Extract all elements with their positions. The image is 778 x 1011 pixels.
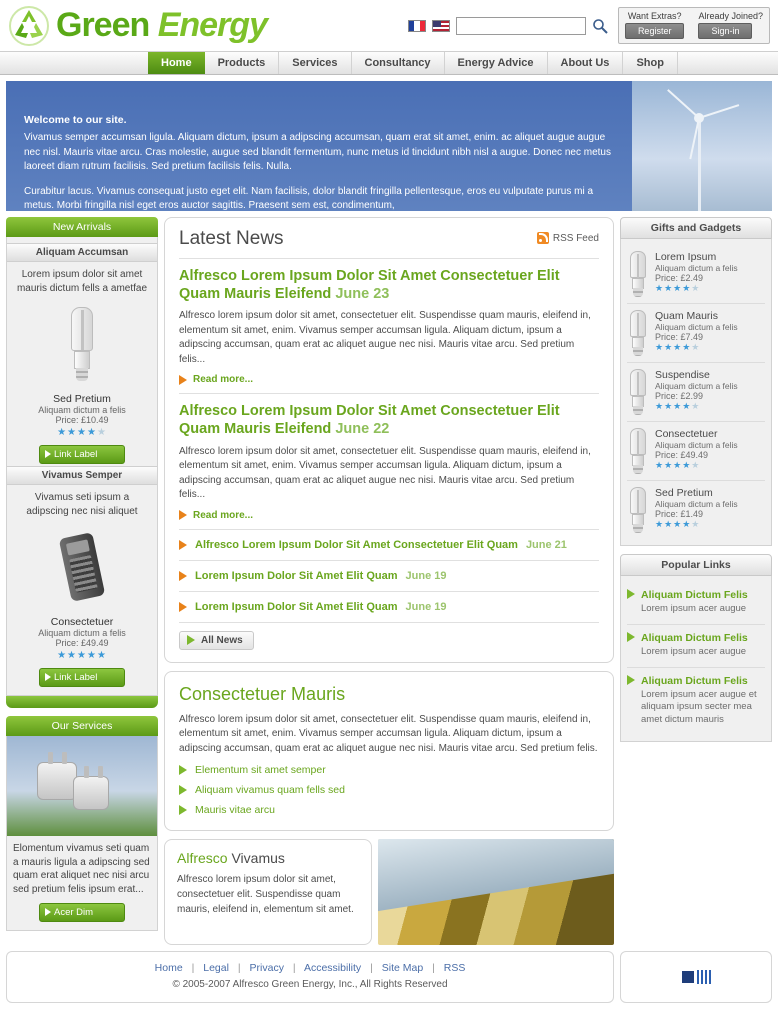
divider [179, 258, 599, 259]
main-navigation [0, 52, 778, 75]
article-date-2: June 22 [335, 421, 390, 438]
article-date-1: June 23 [335, 286, 390, 303]
footer-link-legal[interactable]: Legal [203, 962, 229, 974]
arrow-right-icon [179, 510, 187, 520]
product-price-2: Price: £49.49 [55, 638, 109, 648]
product-image-1 [13, 301, 151, 387]
popular-links-body [620, 576, 772, 742]
popular-links-panel [620, 554, 772, 742]
product-desc-1: Lorem ipsum dolor sit amet mauris dictum fells a ametfae [16, 269, 148, 294]
gift-name-4: Consectetuer [655, 428, 718, 440]
gift-rating-3: ★★★★★ [655, 401, 701, 411]
gift-rating-5: ★★★★★ [655, 519, 701, 529]
remote-control-icon [59, 532, 106, 602]
read-more-link-2[interactable] [179, 510, 599, 521]
product-rating-1: ★★★★★ [57, 427, 107, 438]
latest-news-panel [164, 217, 614, 663]
footer-link-rss[interactable]: RSS [443, 962, 466, 974]
compact-bulb-icon [627, 251, 649, 297]
footer-links [7, 962, 613, 974]
product-heading-2: Vivamus Semper [7, 466, 157, 485]
article-title-text-1: Alfresco Lorem Ipsum Dolor Sit Amet Consectetuer Elit Quam Mauris Eleifend [179, 268, 560, 303]
news-article [179, 267, 599, 385]
list-item[interactable] [627, 245, 765, 304]
read-more-label-1: Read more... [193, 374, 254, 386]
divider: | [237, 962, 241, 974]
popular-link-title-3: Aliquam Dictum Felis [641, 674, 748, 687]
news-link-item[interactable] [179, 570, 599, 582]
nav-item-services[interactable]: Services [279, 52, 351, 74]
gift-price-4: Price: £49.49 [655, 450, 709, 460]
arrow-right-icon [187, 635, 195, 645]
gift-sub-4: Aliquam dictum a felis [655, 440, 738, 450]
bottom-feature-row [164, 839, 614, 945]
arrow-right-icon [179, 602, 187, 612]
divider [179, 622, 599, 623]
list-item[interactable] [627, 363, 765, 422]
article-body-2: Alfresco lorem ipsum dolor sit amet, consectetuer elit. Suspendisse quam mauris, eleifend in, elementum sit amet, enim. Vivamus semper accumsan ligula. Aliquam dictum, ipsum a adipscing accumsan, quam erat ac aliquet augue nec nisi. Mauris vitae arcu. Sed pretium felis... [179, 445, 591, 500]
site-footer [0, 951, 778, 1011]
gift-rating-2: ★★★★★ [655, 342, 701, 352]
product-desc-2: Vivamus seti ipsum a adipscing nec nisi aliquet [26, 492, 138, 517]
compact-bulb-icon [627, 310, 649, 356]
product-image-2 [13, 524, 151, 610]
product-sub-2: Aliquam dictum a felis [38, 628, 126, 638]
footer-main [6, 951, 614, 1003]
product-name-1: Sed Pretium [53, 393, 111, 405]
popular-link-desc-1: Lorem ipsum acer augue [641, 603, 747, 614]
footer-link-privacy[interactable]: Privacy [249, 962, 284, 974]
latest-news-header [179, 228, 599, 250]
product-link-button-2[interactable] [39, 668, 125, 687]
consectetuer-body: Alfresco lorem ipsum dolor sit amet, consectetuer elit. Suspendisse quam mauris, eleifend in, elementum sit amet, enim. Vivamus semper accumsan ligula. Aliquam dictum, ipsum a adipscing accumsan, quam erat ac aliquet augue nec nisi. Mauris vitae arcu. Sed pretium felis. [179, 713, 598, 754]
news-link-date-2: June 19 [405, 569, 447, 582]
gift-price-5: Price: £1.49 [655, 509, 704, 519]
nav-item-about-us[interactable]: About Us [548, 52, 624, 74]
energy-saver-bulb-icon [67, 307, 97, 381]
nav-item-home[interactable]: Home [148, 52, 205, 74]
list-item[interactable] [627, 582, 765, 625]
logo-word-energy: Energy [157, 6, 267, 44]
arrow-right-icon [179, 765, 187, 775]
gift-rating-1: ★★★★★ [655, 283, 701, 293]
arrow-right-icon [45, 908, 51, 916]
list-item[interactable] [627, 481, 765, 539]
arrow-right-icon [627, 589, 635, 599]
hero-paragraph-2: Curabitur lacus. Vivamus consequat justo eget elit. Nam facilisis, dolor blandit fringilla pellentesque, eros eu vulputate purus mi a metus. Morbi fringilla nisl eget eros auctor sagittis. Praesent sem est, condimentum, [24, 185, 594, 211]
rss-feed-link[interactable] [537, 232, 599, 244]
gift-name-1: Lorem Ipsum [655, 251, 717, 263]
product-link-label-1: Link Label [54, 449, 98, 460]
popular-link-desc-3: Lorem ipsum acer augue et aliquam ipsum secter mea amet dictum mauris [641, 688, 757, 726]
search-icon[interactable] [592, 18, 608, 34]
our-services-panel [6, 716, 158, 931]
gift-price-2: Price: £7.49 [655, 332, 704, 342]
gift-sub-2: Aliquam dictum a felis [655, 322, 738, 332]
consectetuer-link-label-1: Elementum sit amet semper [195, 764, 326, 776]
article-title-2[interactable] [179, 402, 599, 438]
news-link-date-3: June 19 [405, 600, 447, 613]
news-article [179, 402, 599, 520]
arrow-right-icon [179, 785, 187, 795]
footer-link-sitemap[interactable]: Site Map [381, 962, 424, 974]
news-link-item[interactable] [179, 601, 599, 613]
consectetuer-link-label-2: Aliquam vivamus quam fells sed [195, 784, 345, 796]
popular-link-title-2: Aliquam Dictum Felis [641, 631, 748, 644]
divider: | [432, 962, 435, 974]
gift-sub-3: Aliquam dictum a felis [655, 381, 738, 391]
divider: | [292, 962, 296, 974]
consectetuer-link-label-3: Mauris vitae arcu [195, 804, 275, 816]
flag-france-icon[interactable] [408, 20, 426, 32]
arrow-right-icon [627, 632, 635, 642]
popular-links-title: Popular Links [620, 554, 772, 576]
hero-paragraph-1: Vivamus semper accumsan ligula. Aliquam dictum, ipsum a adipscing accumsan, quam erat sit amet, enim. ac aliquet augue augue nec nisl. Mauris vitae arcu. Cras molestie, augue sed blandit fermentum, nunc metus id tincidunt nibh nisl a augue. Donec nec metus laoreet diam rutrum facilisis. Sed pretium facilisis felis. Nulla. [24, 132, 611, 173]
rss-feed-label: RSS Feed [552, 232, 599, 244]
already-joined-label: Already Joined? [698, 11, 763, 21]
copyright-text: © 2005-2007 Alfresco Green Energy, Inc., All Rights Reserved [172, 979, 448, 990]
divider [179, 560, 599, 561]
register-group [625, 11, 685, 39]
nav-item-consultancy[interactable]: Consultancy [352, 52, 445, 74]
hero-banner [6, 81, 772, 211]
nav-item-shop[interactable]: Shop [623, 52, 678, 74]
account-box [618, 7, 770, 44]
main-content [0, 211, 778, 951]
divider [179, 393, 599, 394]
industrial-pipes-photo [378, 839, 614, 945]
search-input[interactable] [456, 17, 586, 35]
list-item[interactable] [627, 625, 765, 668]
site-header [0, 0, 778, 52]
new-arrivals-title: New Arrivals [6, 217, 158, 237]
consectetuer-title: Consectetuer Mauris [179, 683, 346, 704]
list-item[interactable] [627, 304, 765, 363]
consectetuer-link-1[interactable] [179, 764, 599, 776]
list-item[interactable] [627, 422, 765, 481]
flag-usa-icon[interactable] [432, 20, 450, 32]
alfresco-vivamus-panel [164, 839, 372, 945]
news-link-title-3: Lorem Ipsum Dolor Sit Amet Elit Quam [195, 600, 398, 613]
signin-button[interactable]: Sign-in [698, 23, 752, 39]
footer-link-home[interactable]: Home [154, 962, 183, 974]
register-button[interactable]: Register [625, 23, 685, 39]
hero-text [6, 81, 772, 211]
arrow-right-icon [45, 673, 51, 681]
consectetuer-link-3[interactable] [179, 804, 599, 816]
article-body-1: Alfresco lorem ipsum dolor sit amet, consectetuer elit. Suspendisse quam mauris, eleifend in, elementum sit amet, enim. Vivamus semper accumsan ligula. Aliquam dictum, ipsum a adipscing accumsan, quam erat ac aliquet augue nec nisi. Mauris vitae arcu. Sed pretium felis... [179, 310, 591, 365]
alfresco-title-green: Alfresco [177, 850, 228, 866]
panel-footer-decoration [6, 696, 158, 708]
left-sidebar [6, 217, 158, 939]
arrow-right-icon [179, 540, 187, 550]
gift-name-3: Suspendise [655, 369, 710, 381]
footer-link-accessibility[interactable]: Accessibility [303, 962, 362, 974]
gift-sub-1: Aliquam dictum a felis [655, 263, 738, 273]
logo-word-green: Green [56, 6, 150, 44]
logo[interactable] [8, 5, 267, 47]
our-services-body [6, 736, 158, 931]
consectetuer-link-2[interactable] [179, 784, 599, 796]
recycle-logo-icon [8, 5, 50, 47]
article-title-text-2: Alfresco Lorem Ipsum Dolor Sit Amet Consectetuer Elit Quam Mauris Eleifend [179, 403, 560, 438]
gift-price-3: Price: £2.99 [655, 391, 704, 401]
alfresco-title-dark: Vivamus [231, 850, 285, 866]
page-title: Latest News [179, 228, 284, 249]
product-heading-1: Aliquam Accumsan [7, 243, 157, 262]
gift-price-1: Price: £2.49 [655, 273, 704, 283]
gift-name-5: Sed Pretium [655, 487, 713, 499]
nav-item-products[interactable]: Products [205, 52, 280, 74]
compact-bulb-icon [627, 428, 649, 474]
product-rating-2: ★★★★★ [57, 650, 107, 661]
our-services-button-label: Acer Dim [54, 907, 94, 918]
compact-bulb-icon [627, 487, 649, 533]
consectetuer-panel [164, 671, 614, 832]
all-news-button[interactable] [179, 631, 254, 650]
power-adapter-plugs-icon [7, 736, 157, 836]
popular-link-desc-2: Lorem ipsum acer augue [641, 645, 747, 657]
divider: | [191, 962, 195, 974]
rss-icon [537, 232, 549, 244]
all-news-label: All News [201, 634, 243, 646]
read-more-link-1[interactable] [179, 374, 599, 385]
gift-rating-4: ★★★★★ [655, 460, 701, 470]
arrow-right-icon [179, 805, 187, 815]
news-link-title-2: Lorem Ipsum Dolor Sit Amet Elit Quam [195, 569, 398, 582]
product-link-button-1[interactable] [39, 445, 125, 464]
alfresco-body: Alfresco lorem ipsum dolor sit amet, consectetuer elit. Suspendisse quam mauris, eleifend in, elementum sit amet. [177, 874, 354, 915]
news-link-item[interactable] [179, 539, 599, 551]
divider [179, 529, 599, 530]
article-title-1[interactable] [179, 267, 599, 303]
list-item[interactable] [627, 668, 765, 735]
read-more-label-2: Read more... [193, 509, 254, 521]
header-utilities [408, 17, 608, 35]
our-services-desc: Elomentum vivamus seti quam a mauris ligula a adipscing sed quam erat aliquet nec nisi arcu sed pretium felis ipsum erat... [13, 843, 150, 895]
nav-item-energy-advice[interactable]: Energy Advice [445, 52, 548, 74]
hero-title: Welcome to our site. [24, 114, 127, 126]
our-services-title: Our Services [6, 716, 158, 736]
gifts-title: Gifts and Gadgets [620, 217, 772, 239]
product-link-label-2: Link Label [54, 672, 98, 683]
certification-badge-icon [682, 970, 711, 984]
divider: | [370, 962, 373, 974]
gift-name-2: Quam Mauris [655, 310, 719, 322]
arrow-right-icon [179, 375, 187, 385]
new-arrivals-panel [6, 217, 158, 708]
want-extras-label: Want Extras? [627, 11, 682, 21]
popular-link-title-1: Aliquam Dictum Felis [641, 589, 748, 601]
new-arrivals-body [6, 237, 158, 696]
gift-sub-5: Aliquam dictum a felis [655, 499, 738, 509]
arrow-right-icon [45, 450, 51, 458]
our-services-button[interactable] [39, 903, 125, 922]
product-sub-1: Aliquam dictum a felis [38, 405, 126, 415]
gifts-and-gadgets-panel [620, 217, 772, 546]
logo-text [56, 6, 267, 45]
compact-bulb-icon [627, 369, 649, 415]
product-name-2: Consectetuer [50, 616, 114, 628]
gifts-body [620, 239, 772, 546]
footer-badge-box [620, 951, 772, 1003]
news-link-date-1: June 21 [525, 538, 567, 551]
product-price-1: Price: £10.49 [55, 415, 109, 425]
center-column [164, 217, 614, 945]
signin-group [698, 11, 763, 39]
news-link-title-1: Alfresco Lorem Ipsum Dolor Sit Amet Consectetuer Elit Quam [195, 538, 518, 551]
arrow-right-icon [179, 571, 187, 581]
right-sidebar [620, 217, 772, 750]
divider [179, 591, 599, 592]
arrow-right-icon [627, 675, 635, 685]
alfresco-title [177, 850, 359, 866]
